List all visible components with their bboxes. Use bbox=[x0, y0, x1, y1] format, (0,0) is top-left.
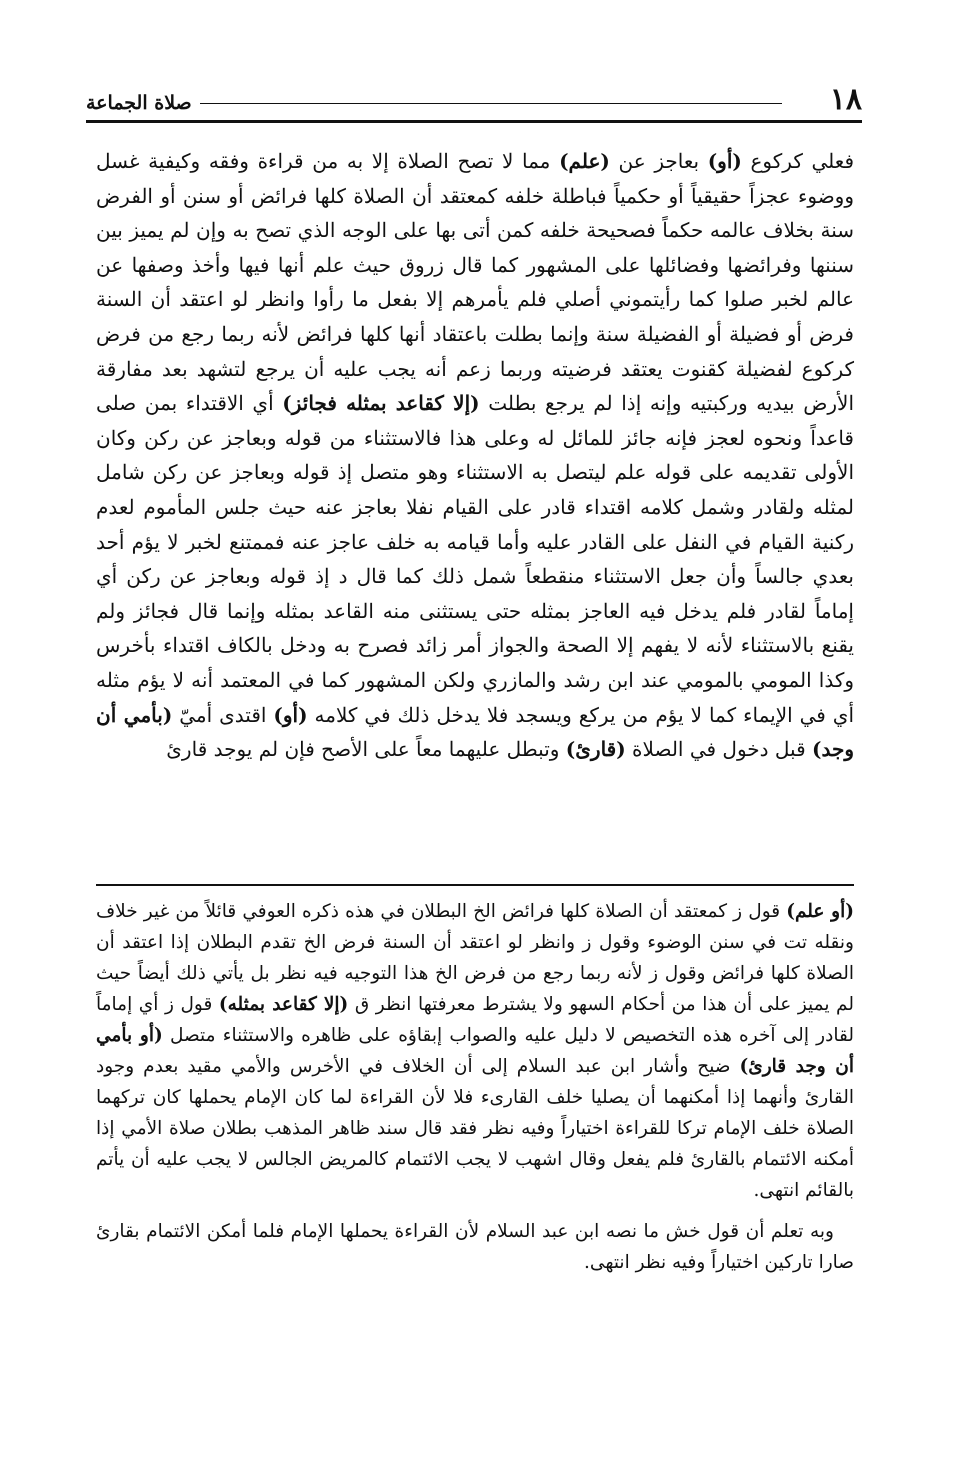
matn-term: (إلا كقاعد بمثله فجائز) bbox=[282, 391, 480, 416]
page-number: ١٨ bbox=[829, 82, 862, 117]
footnotes bbox=[96, 896, 854, 1278]
running-header bbox=[86, 78, 862, 118]
footnote-paragraph: وبه تعلم أن قول خش ما نصه ابن عبد السلام لأن القراءة يحملها الإمام فلما أمكن الائتمام بقارئ صارا تاركين اختياراً وفيه نظر انتهى. bbox=[96, 1221, 854, 1273]
header-rule bbox=[86, 120, 862, 123]
text-run: مما لا تصح الصلاة إلا به من قراءة وفقه وكيفية غسل ووضوء عجزاً حقيقياً أو حكمياً فباطلة خلفه كمعتقد أن الصلاة كلها فرائض أو سنن أو الفرض سنة بخلاف عالمه حكماً فصحيحة خلفه كمن أتى بها على الوجه الذي تصح به وإن لم يميز بين سننها وفرائضها وفضائلها على المشهور كما قال زروق حيث علم أنها فيها وأخذ وصفها عن عالم لخبر صلوا كما رأيتموني أصلي فلم يأمرهم إلا بفعل ما رأوا وانظر لو اعتقد أن السنة فرض أو فضيلة أو الفضيلة سنة وإنما بطلت باعتقاد أنها كلها فرائض لأنه ربما رجع من فرض كركوع لفضيلة كقنوت يعتقد فرضيته وربما زعم أنه يجب عليه أن يرجع لتشهد بعد مفارقة الأرض بيديه وركبتيه وإنه إذا لم يرجع بطلت bbox=[96, 149, 854, 416]
text-run: قول ز كمعتقد أن الصلاة كلها فرائض الخ البطلان في هذه ذكره العوفي قائلاً من غير خلاف ونقله تت في سنن الوضوء وقول ز وانظر لو اعتقد أن السنة فرض الخ تقدم البطلان إذا اعتقد أن الصلاة كلها فرائض وقول ز لأنه ربما رجع من فرض الخ هذا التوجيه فيه نظر بل يأتي ذلك أيضاً حيث لم يميز على أن هذا من أحكام السهو ولا يشترط معرفتها انظر ق bbox=[96, 901, 854, 1015]
text-run: بعاجز عن bbox=[609, 149, 708, 173]
footnote-term: (أو بأمي أن وجد قارئ) bbox=[96, 1025, 854, 1077]
text-run: ضيح وأشار ابن عبد السلام إلى أن الخلاف في الأخرس والأمي مقيد بعدم وجود القارئ وأنهما إذا أمكنهما أن يصليا خلف القارىء فلا لأن القراءة لما كان الإمام يحملها كان تركهما الصلاة خلف الإمام تركا للقراءة اختياراً وفيه نظر فقد قال سند ظاهر المذهب بطلان صلاة الأمي إذا أمكنه الائتمام بالقارئ فلم يفعل وقال اشهب لا يجب الائتمام كالمريض الجالس لا يجب عليه أن يأتم بالقائم انتهى. bbox=[96, 1056, 854, 1201]
footnote-term: (أو علم) bbox=[786, 901, 854, 922]
header-thin-rule bbox=[200, 103, 782, 104]
text-run: أي الاقتداء بمن صلى قاعداً ونحوه لعجز فإنه جائز للمائل له وعلى هذا فالاستثناء من قوله وبعاجز عن ركن وكان الأولى تقديمه على قوله علم ليتصل به الاستثناء وهو متصل إذ قوله وبعاجز عن ركن شامل لمثله ولقادر وشمل كلامه اقتداء قادر على القيام نفلا بعاجز عنه حيث جلس المأموم لعدم ركنية القيام في النفل على القادر عليه وأما قيامه به خلف عاجز عنه فممتنع لخبر لا يؤم أحد بعدي جالساً وأن جعل الاستثناء منقطعاً شمل ذلك كما قال د إذ قوله وبعاجز عن ركن أي إماماً لقادر فلم يدخل فيه العاجز بمثله حتى يستثنى منه القاعد بمثله وإنما قال فجائز ولم يقنع بالاستثناء لأنه لا يفهم إلا الصحة والجواز أمر زائد فصرح به ودخل بالكاف اقتداء بأخرس وكذا المومي بالمومي عند ابن رشد والمازري ولكن المشهور كما في المعتمد أنه لا يؤم مثله أي في الإيماء كما لا يؤم من يركع ويسجد فلا يدخل ذلك في كلامه bbox=[96, 391, 854, 727]
footnote-separator bbox=[96, 884, 854, 886]
text-run: فعلي كركوع bbox=[741, 149, 855, 173]
text-run: وتبطل عليهما معاً على الأصح فإن لم يوجد قارئ bbox=[166, 737, 566, 762]
footnote-paragraph bbox=[96, 896, 854, 1206]
matn-term: (أو) bbox=[707, 149, 742, 173]
matn-term: (أو) bbox=[273, 702, 308, 727]
matn-term: (بأمي أن وجد) bbox=[96, 702, 854, 762]
footnote-term: (إلا كقاعد بمثله) bbox=[218, 994, 349, 1015]
matn-term: (علم) bbox=[559, 149, 610, 173]
running-title: صلاة الجماعة bbox=[86, 92, 192, 114]
text-run: قبل دخول في الصلاة bbox=[625, 737, 813, 762]
text-run: قول ز أي إماماً لقادر إلى آخره هذه التخصيص لا دليل عليه والصواب إبقاؤه على ظاهره والاستثناء متصل bbox=[96, 994, 854, 1046]
main-text bbox=[96, 144, 854, 767]
text-run: اقتدى أميّ bbox=[172, 702, 274, 727]
main-paragraph bbox=[96, 144, 854, 767]
matn-term: (قارئ) bbox=[565, 737, 626, 762]
